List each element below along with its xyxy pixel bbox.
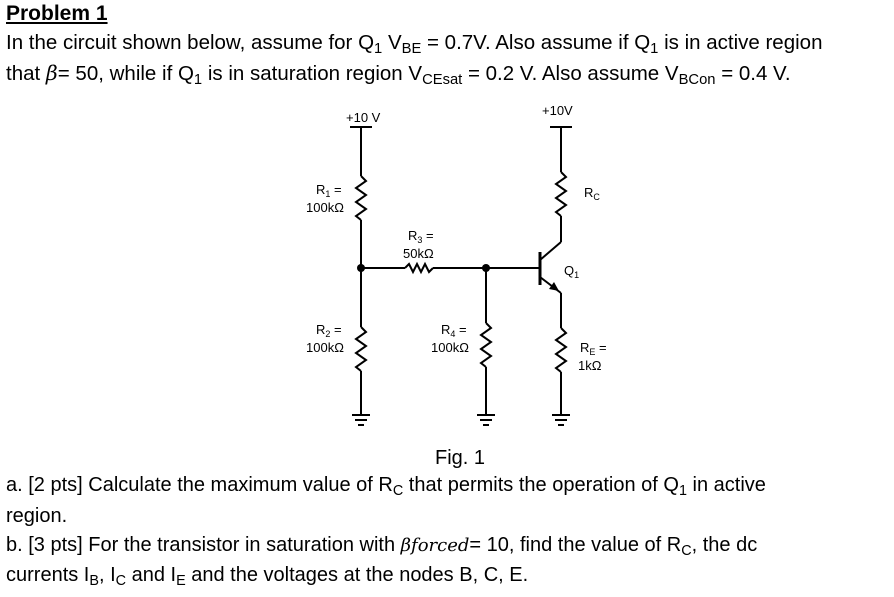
q1-collector-lead [540, 242, 561, 260]
q1-label: $Q_1$ [564, 263, 580, 280]
supply-right-label: +10V [542, 103, 573, 118]
circuit-wires [350, 127, 572, 415]
r3-value: 50kΩ [403, 246, 434, 261]
junction-dot-left [357, 264, 365, 272]
ground-middle [477, 415, 495, 425]
ground-left [352, 415, 370, 425]
rc-resistor [556, 172, 566, 216]
question-b-line-2: currents IB, IC and IE and the voltages at the nodes B, C, E. [6, 564, 529, 589]
re-resistor [556, 328, 566, 372]
question-a-line-2: region. [6, 505, 68, 527]
r1-resistor [356, 176, 366, 220]
re-label: $R_E$ = [580, 340, 607, 357]
r3-resistor [405, 264, 433, 272]
ground-right [552, 415, 570, 425]
r2-resistor [356, 327, 366, 371]
r1-value: 100kΩ [306, 200, 344, 215]
question-b-line-1: b. [3 pts] For the transistor in saturation with βforced= 10, find the value of RC, the dc [6, 534, 758, 559]
r2-value: 100kΩ [306, 340, 344, 355]
intro-line-2: that β= 50, while if Q1 is in saturation region VCEsat = 0.2 V. Also assume VBCon = 0.4 V. [6, 61, 791, 88]
problem-title: Problem 1 [6, 2, 108, 25]
junction-dot-base [482, 264, 490, 272]
q1-emitter-arrow [549, 282, 559, 291]
r2-label: $R_2$ = [316, 322, 342, 339]
r3-label: $R_3$ = [408, 228, 434, 245]
r4-resistor [481, 323, 491, 367]
question-a-line-1: a. [2 pts] Calculate the maximum value of RC that permits the operation of Q1 in active [6, 474, 766, 499]
rc-label: $R_C$ [584, 185, 600, 202]
re-value: 1kΩ [578, 358, 602, 373]
supply-left-label: +10 V [346, 110, 381, 125]
figure-caption: Fig. 1 [435, 447, 486, 469]
r1-label: $R_1$ = [316, 182, 342, 199]
intro-line-1: In the circuit shown below, assume for Q1 VBE = 0.7V. Also assume if Q1 is in active region [6, 31, 823, 57]
r4-label: $R_4$ = [441, 322, 467, 339]
r4-value: 100kΩ [431, 340, 469, 355]
